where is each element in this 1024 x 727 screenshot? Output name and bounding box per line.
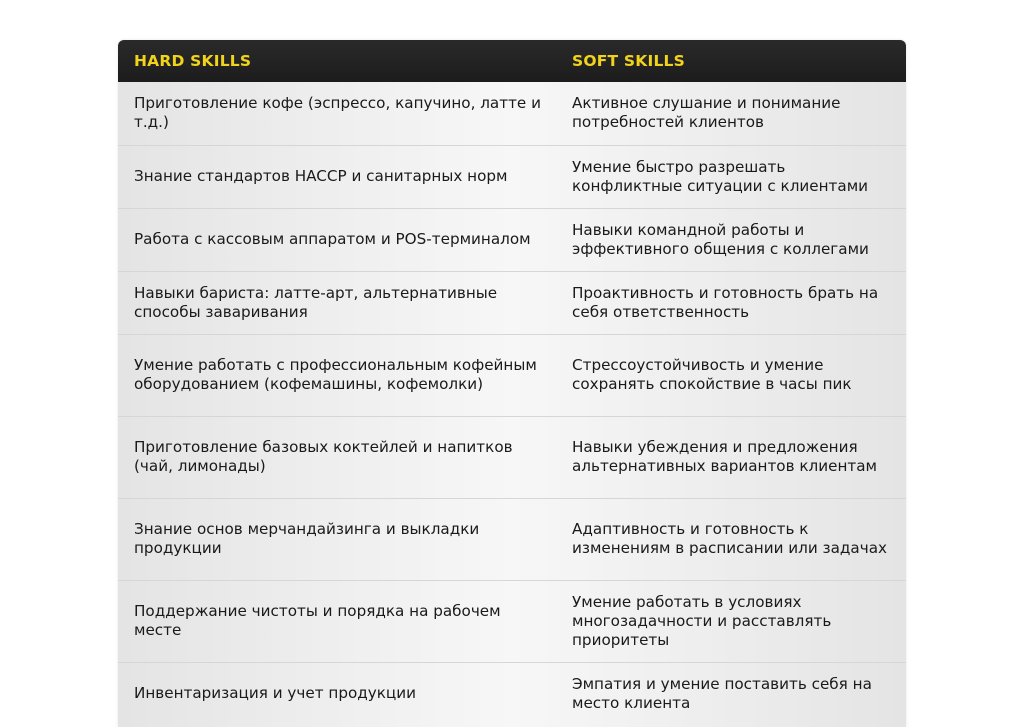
hard-skill-cell: Поддержание чистоты и порядка на рабочем месте: [118, 580, 556, 662]
hard-skill-cell: Знание основ мерчандайзинга и выкладки продукции: [118, 498, 556, 580]
hard-skill-cell: Инвентаризация и учет продукции: [118, 662, 556, 725]
hard-skill-cell: Знание стандартов HACCP и санитарных норм: [118, 145, 556, 208]
skills-table-container: [118, 40, 906, 727]
soft-skill-cell: Навыки командной работы и эффективного общения с коллегами: [556, 208, 906, 271]
soft-skills-header: SOFT SKILLS: [572, 52, 685, 70]
soft-skill-cell: Адаптивность и готовность к изменениям в расписании или задачах: [556, 498, 906, 580]
header-row: [118, 40, 906, 82]
soft-skill-cell: Навыки убеждения и предложения альтернативных вариантов клиентам: [556, 416, 906, 498]
hard-skill-cell: Приготовление базовых коктейлей и напитков (чай, лимонады): [118, 416, 556, 498]
soft-skill-cell: Активное слушание и понимание потребностей клиентов: [572, 94, 841, 132]
table-body: [118, 82, 906, 725]
soft-skill-cell: Проактивность и готовность брать на себя ответственность: [556, 271, 906, 334]
table-row: [118, 145, 906, 208]
skills-table: [118, 40, 906, 725]
table-row: [118, 662, 906, 725]
hard-skill-cell: Навыки бариста: латте-арт, альтернативные способы заваривания: [118, 271, 556, 334]
table-row: [118, 82, 906, 145]
soft-skill-cell: Умение работать в условиях многозадачности и расставлять приоритеты: [556, 580, 906, 662]
soft-skill-cell: Стрессоустойчивость и умение сохранять спокойствие в часы пик: [556, 334, 906, 416]
soft-skill-cell: Умение быстро разрешать конфликтные ситуации с клиентами: [556, 145, 906, 208]
table-row: [118, 416, 906, 498]
table-row: [118, 498, 906, 580]
hard-skill-cell: Работа с кассовым аппаратом и POS-терминалом: [118, 208, 556, 271]
hard-skills-header: HARD SKILLS: [134, 52, 252, 70]
hard-skill-cell: Приготовление кофе (эспрессо, капучино, латте и т.д.): [134, 94, 541, 132]
table-row: [118, 334, 906, 416]
soft-skill-cell: Эмпатия и умение поставить себя на место клиента: [556, 662, 906, 725]
hard-skill-cell: Умение работать с профессиональным кофейным оборудованием (кофемашины, кофемолки): [118, 334, 556, 416]
table-header: [118, 40, 906, 82]
table-row: [118, 208, 906, 271]
table-row: [118, 580, 906, 662]
table-row: [118, 271, 906, 334]
